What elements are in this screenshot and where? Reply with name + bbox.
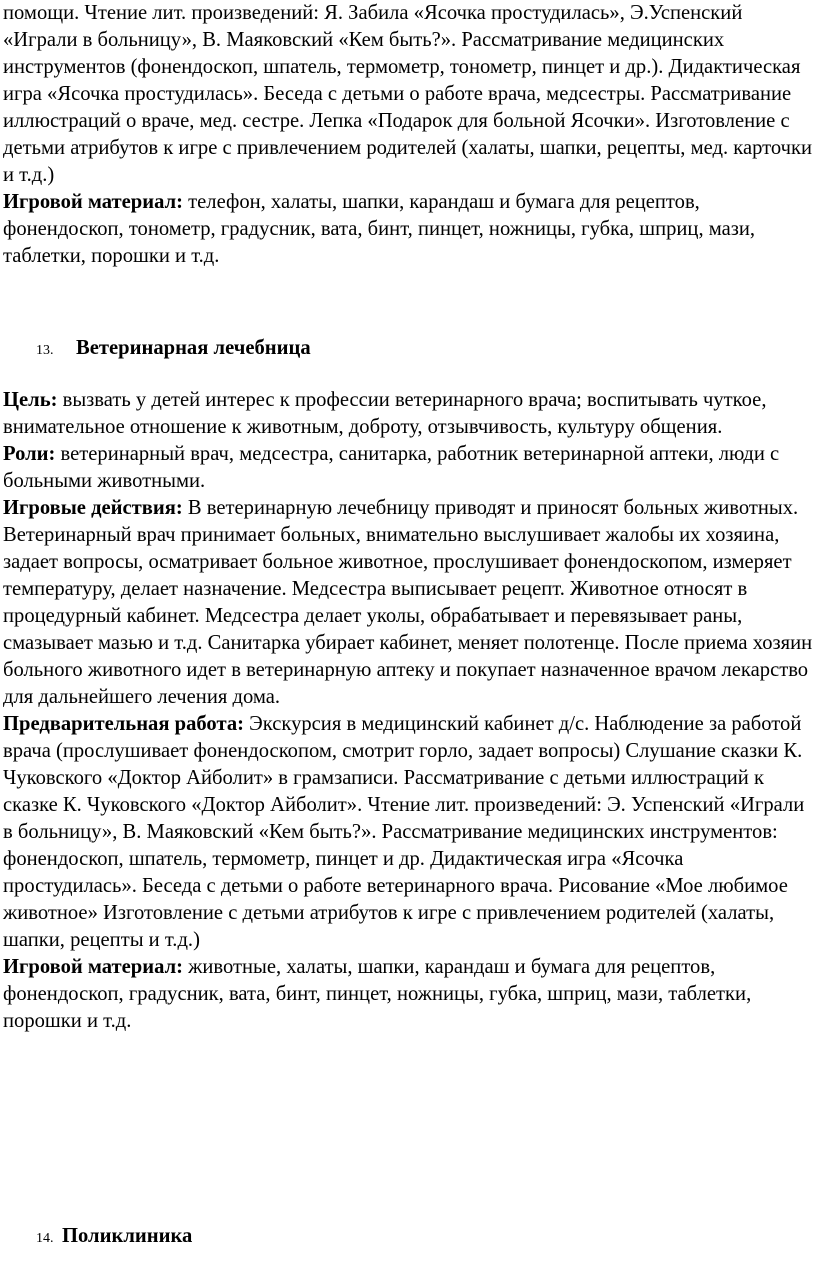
section-14-heading [36,1225,192,1248]
roles-paragraph [0,441,813,495]
prep-text: Экскурсия в медицинский кабинет д/с. Наблюдение за работой врача (прослушивает фонендоскопом, смотрит горло, задает вопросы) Слушание сказки К. Чуковского «Доктор Айболит» в грамзаписи. Рассматривание с детьми иллюстраций к сказке К. Чуковского «Доктор Айболит». Чтение лит. произведений: Э. Успенский «Играли в больницу», В. Маяковский «Кем быть?». Рассматривание медицинских инструментов: фонендоскоп, шпатель, термометр, пинцет и др. Дидактическая игра «Ясочка простудилась». Беседа с детьми о работе ветеринарного врача. Рисование «Мое любимое животное» Изготовление с детьми атрибутов к игре с привлечением родителей (халаты, шапки, рецепты и т.д.) [3,713,805,951]
roles-text: ветеринарный врач, медсестра, санитарка, работник ветеринарной аптеки, люди с больными животными. [3,443,780,492]
prep-paragraph [0,711,813,954]
section-number: 13. [36,343,54,358]
actions-text: В ветеринарную лечебницу приводят и приносят больных животных. Ветеринарный врач принимает больных, внимательно выслушивает жалобы их хозяина, задает вопросы, осматривает больное животное, прослушивает фонендоскопом, измеряет температуру, делает назначение. Медсестра выписывает рецепт. Животное относят в процедурный кабинет. Медсестра делает уколы, обрабатывает и перевязывает раны, смазывает мазью и т.д. Санитарка убирает кабинет, меняет полотенце. После приема хозяин больного животного идет в ветеринарную аптеку и покупает назначенное врачом лекарство для дальнейшего лечения дома. [3,497,813,708]
goal-text: вызвать у детей интерес к профессии ветеринарного врача; воспитывать чуткое, внимательное отношение к животным, доброту, отзывчивость, культуру общения. [3,389,767,438]
section-13-heading [36,337,311,360]
prep-label: Предварительная работа: [3,713,244,735]
goal-paragraph [0,387,813,441]
section-13-body [0,387,813,1035]
material-paragraph [0,954,813,1035]
game-material-text: телефон, халаты, шапки, карандаш и бумага для рецептов, фонендоскоп, тонометр, градусник, вата, бинт, пинцет, ножницы, губка, шприц, мази, таблетки, порошки и т.д. [3,191,756,267]
section-12-continuation [0,0,813,270]
preliminary-work-paragraph [0,0,813,270]
game-material-label: Игровой материал: [3,191,184,213]
material-text: животные, халаты, шапки, карандаш и бумага для рецептов, фонендоскоп, градусник, вата, бинт, пинцет, ножницы, губка, шприц, мази, таблетки, порошки и т.д. [3,956,752,1032]
goal-label: Цель: [3,389,58,411]
section-number: 14. [36,1231,54,1246]
section-title: Ветеринарная лечебница [76,337,311,359]
paragraph-text: помощи. Чтение лит. произведений: Я. Забила «Ясочка простудилась», Э.Успенский «Играли в больницу», В. Маяковский «Кем быть?». Рассматривание медицинских инструментов (фонендоскоп, шпатель, термометр, тонометр, пинцет и др.). Дидактическая игра «Ясочка простудилась». Беседа с детьми о работе врача, медсестры. Рассматривание иллюстраций о враче, мед. сестре. Лепка «Подарок для больной Ясочки». Изготовление с детьми атрибутов к игре с привлечением родителей (халаты, шапки, рецепты, мед. карточки и т.д.) [3,2,813,186]
actions-label: Игровые действия: [3,497,183,519]
material-label: Игровой материал: [3,956,184,978]
actions-paragraph [0,495,813,711]
roles-label: Роли: [3,443,56,465]
section-title: Поликлиника [62,1225,193,1247]
